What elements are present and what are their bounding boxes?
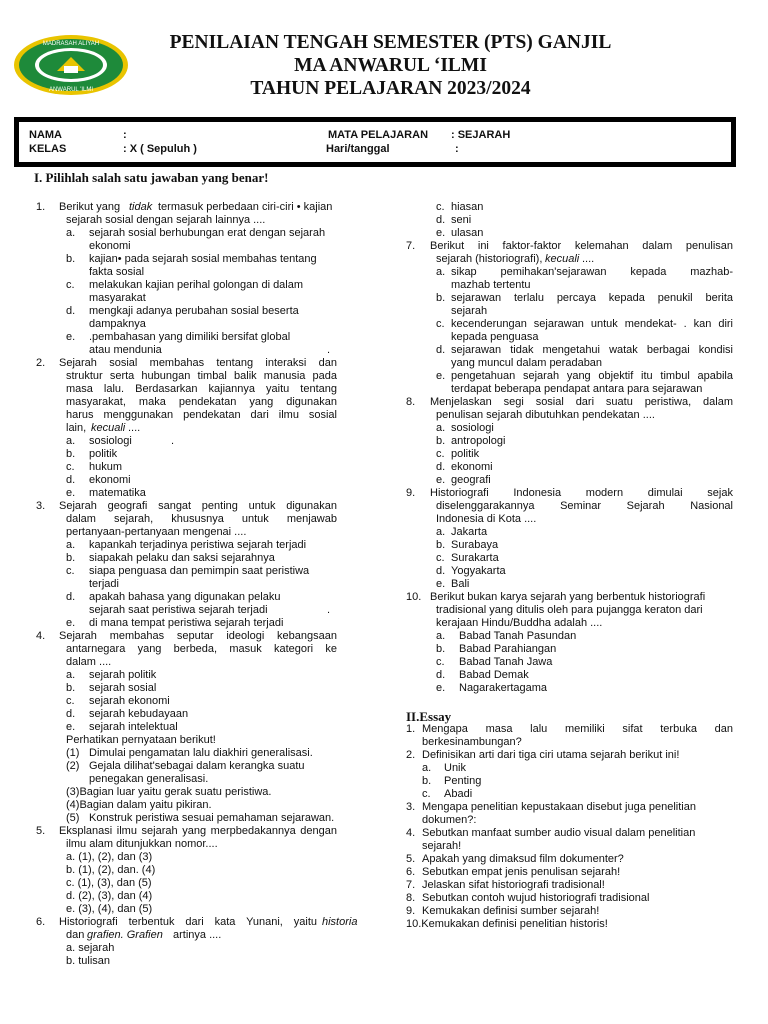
right-line: 9. <box>406 905 416 917</box>
left-just-line: struktur serta hubungan timbal balik manusia pada <box>66 370 337 382</box>
left-just-line: dalam sejarah, khususnya untuk menjawab <box>66 513 337 525</box>
left-line: c. <box>66 279 75 291</box>
left-line: sejarah sosial berhubungan erat dengan sejarah <box>89 227 326 239</box>
right-just-line: kecenderungan sejarawan untuk mendekat- . kan diri <box>451 318 733 330</box>
left-line: Gejala dilihat'sebagai dalam kerangka suatu <box>89 760 305 772</box>
left-line: . <box>327 604 331 616</box>
hari-label: Hari/tanggal <box>326 143 390 155</box>
right-line: a. <box>436 630 446 642</box>
right-line: Indonesia di Kota .... <box>436 513 537 525</box>
right-just-line: mazhab tertentu <box>451 279 531 291</box>
nama-field[interactable]: : <box>123 129 127 141</box>
right-just-line: pengetahuan sejarah yang objektif itu timbul apabila <box>451 370 733 382</box>
left-line: grafien. Grafien <box>87 929 163 941</box>
left-line: atau mendunia <box>89 344 162 356</box>
left-just-line: Eksplanasi ilmu sejarah yang merpbedakannya dengan <box>59 825 337 837</box>
left-line: .pembahasan yang dimiliki bersifat global <box>89 331 291 343</box>
right-line: Jakarta <box>451 526 488 538</box>
left-line: masyarakat <box>89 292 146 304</box>
right-line: hiasan <box>451 201 484 213</box>
right-line: 2. <box>406 749 416 761</box>
left-just-line: antarnegara yang berbeda, masuk kategori ke <box>66 643 337 655</box>
left-line: (3)Bagian luar yaitu gerak suatu peristiwa. <box>66 786 272 798</box>
left-line: a. (1), (2), dan (3) <box>66 851 153 863</box>
right-line: Abadi <box>444 788 473 800</box>
left-line: e. <box>66 331 76 343</box>
right-line: kepada penguasa <box>451 331 539 343</box>
left-line: d. <box>66 708 76 720</box>
left-line: b. tulisan <box>66 955 111 967</box>
left-line: 1. <box>36 201 46 213</box>
right-line: Yogyakarta <box>451 565 506 577</box>
right-line: Sebutkan empat jenis penulisan sejarah! <box>422 866 621 878</box>
left-line: sejarah intelektual <box>89 721 178 733</box>
right-line: a. <box>436 266 446 278</box>
left-just-line: Historiografi terbentuk dari kata Yunani, yaitu <box>59 916 317 928</box>
right-line: kerajaan Hindu/Buddha adalah .... <box>436 617 603 629</box>
right-line: c. <box>436 201 445 213</box>
left-line: (4)Bagian dalam yaitu pikiran. <box>66 799 212 811</box>
right-line: Nagarakertagama <box>459 682 548 694</box>
right-line: Penting <box>444 775 482 787</box>
left-line: e. <box>66 617 76 629</box>
right-line: a. <box>436 422 446 434</box>
left-line: ekonomi <box>89 240 131 252</box>
left-line: 6. <box>36 916 46 928</box>
right-line: Mengapa penelitian kepustakaan disebut juga penelitian <box>422 801 696 813</box>
right-line: c. <box>436 448 445 460</box>
right-line: sejarah <box>451 305 488 317</box>
right-line: .... <box>582 253 595 265</box>
section1-title: I. Pilihlah salah satu jawaban yang benar! <box>34 170 269 185</box>
right-line: e. <box>436 474 446 486</box>
left-line: artinya .... <box>173 929 222 941</box>
left-just-line: historia <box>322 916 358 928</box>
kelas-label: KELAS <box>29 143 67 155</box>
right-just-line: Mengapa masa lalu memiliki sifat terbuka dan <box>422 723 733 735</box>
right-just-line: sejarawan terlalu percaya kepada penukil berita <box>451 292 733 304</box>
right-line: b. <box>436 292 446 304</box>
right-line: ulasan <box>451 227 484 239</box>
right-line: 10. <box>406 591 422 603</box>
right-line: b. <box>436 435 446 447</box>
left-just-line: harus menggunakan pendekatan dari ilmu sosial <box>66 409 337 421</box>
left-line: a. sejarah <box>66 942 115 954</box>
nama-label: NAMA <box>29 129 62 141</box>
right-line: kecuali <box>545 253 580 265</box>
right-line: c. <box>436 318 445 330</box>
right-line: Definisikan arti dari tiga ciri utama sejarah berikut ini! <box>422 749 680 761</box>
right-line: 7. <box>406 879 416 891</box>
right-line: Babad Tanah Pasundan <box>459 630 577 642</box>
right-line: Berikut bukan karya sejarah yang berbentuk historiografi <box>430 591 706 603</box>
right-line: c. <box>436 552 445 564</box>
mapel-value: : SEJARAH <box>451 129 511 141</box>
right-line: 8. <box>406 892 416 904</box>
left-line: a. <box>66 669 76 681</box>
identity-box <box>14 117 736 167</box>
right-line: Jelaskan sifat historiografi tradisional! <box>422 879 605 891</box>
right-line: 9. <box>406 487 416 499</box>
right-line: d. <box>436 214 446 226</box>
right-line: Sebutkan manfaat sumber audio visual dalam penelitian <box>422 827 696 839</box>
left-just-line: Sejarah geografi sangat penting untuk digunakan <box>59 500 337 512</box>
right-line: d. <box>436 461 446 473</box>
right-line: politik <box>451 448 480 460</box>
section2-title: II.Essay <box>406 709 452 724</box>
right-line: Surakarta <box>451 552 499 564</box>
right-line: b. <box>422 775 432 787</box>
left-line: a. <box>66 227 76 239</box>
left-just-line: Sejarah sosial membahas tentang interaksi dan <box>59 357 337 369</box>
right-just-line: Historiografi Indonesia modern dimulai sejak <box>430 487 733 499</box>
left-line: d. <box>66 305 76 317</box>
left-line: c. <box>66 461 75 473</box>
left-line: d. <box>66 591 76 603</box>
right-line: c. <box>436 656 445 668</box>
left-line: sosiologi <box>89 435 132 447</box>
right-just-line: Berikut ini faktor-faktor kelemahan dalam penulisan <box>430 240 733 252</box>
left-line: apakah bahasa yang digunakan pelaku <box>89 591 281 603</box>
right-line: Surabaya <box>451 539 499 551</box>
logo-text-top: MADRASAH ALIYAH <box>42 41 100 47</box>
left-plain-line: ilmu alam ditunjukkan nomor.... <box>66 838 218 850</box>
left-line: . <box>171 435 175 447</box>
left-line: di mana tempat peristiwa sejarah terjadi <box>89 617 284 629</box>
left-line: sejarah politik <box>89 669 157 681</box>
left-line: c. <box>66 565 75 577</box>
left-line: matematika <box>89 487 146 499</box>
left-line: ekonomi <box>89 474 131 486</box>
right-just-line: sejarawan tidak mengetahui watak berbagai kondisi <box>451 344 733 356</box>
left-line: 3. <box>36 500 46 512</box>
left-line: e. <box>66 721 76 733</box>
right-line: tradisional yang ditulis oleh para pujangga keraton dari <box>436 604 703 616</box>
left-line: terjadi <box>89 578 119 590</box>
right-line: dokumen?: <box>422 814 477 826</box>
left-line: Konstruk peristiwa sesuai pemahaman sejarawan. <box>89 812 335 824</box>
left-line: a. <box>66 539 76 551</box>
right-just-line: yang muncul dalam peradaban <box>451 357 603 369</box>
right-line: e. <box>436 227 446 239</box>
left-line: 5. <box>36 825 46 837</box>
right-line: penulisan sejarah dibutuhkan pendekatan .... <box>436 409 655 421</box>
left-plain-line: .... <box>128 422 141 434</box>
left-line: melakukan kajian perihal golongan di dalam <box>89 279 304 291</box>
right-line: a. <box>436 526 446 538</box>
right-line: berkesinambungan? <box>422 736 522 748</box>
hari-field[interactable]: : <box>455 143 459 155</box>
title-line-3: TAHUN PELAJARAN 2023/2024 <box>250 78 531 99</box>
right-line: sejarah (historiografi), <box>436 253 543 265</box>
right-line: d. <box>436 344 446 356</box>
left-line: mengkaji adanya perubahan sosial beserta <box>89 305 299 317</box>
left-line: Perhatikan pernyataan berikut! <box>66 734 216 746</box>
right-line: a. <box>422 762 432 774</box>
left-line: penegakan generalisasi. <box>89 773 209 785</box>
left-line: (2) <box>66 760 80 772</box>
right-line: c. <box>422 788 431 800</box>
right-line: 7. <box>406 240 416 252</box>
left-line: (1) <box>66 747 80 759</box>
left-line: siapa penguasa dan pemimpin saat peristiwa <box>89 565 310 577</box>
left-line: b. <box>66 448 76 460</box>
right-line: sejarah! <box>422 840 462 852</box>
school-logo <box>12 33 130 97</box>
left-line: tidak <box>129 201 153 213</box>
left-line: fakta sosial <box>89 266 145 278</box>
left-line: Berikut yang <box>59 201 121 213</box>
left-line: c. (1), (3), dan (5) <box>66 877 152 889</box>
right-line: d. <box>436 669 446 681</box>
right-just-line: diselenggarakannya Seminar Sejarah Nasional <box>436 500 733 512</box>
right-line: e. <box>436 682 446 694</box>
left-line: sejarah saat peristiwa sejarah terjadi <box>89 604 268 616</box>
left-line: d. <box>66 474 76 486</box>
left-line: b. <box>66 682 76 694</box>
left-line: sejarah ekonomi <box>89 695 170 707</box>
left-line: dampaknya <box>89 318 146 330</box>
right-line: Bali <box>451 578 470 590</box>
left-line: b. <box>66 552 76 564</box>
left-plain-line: lain, <box>66 422 87 434</box>
right-line: e. <box>436 370 446 382</box>
left-line: b. <box>66 253 76 265</box>
left-line: politik <box>89 448 118 460</box>
mapel-label: MATA PELAJARAN <box>328 129 429 141</box>
right-line: sosiologi <box>451 422 494 434</box>
right-line: 3. <box>406 801 416 813</box>
left-line: hukum <box>89 461 123 473</box>
left-line: . <box>327 344 331 356</box>
right-just-line: sikap pemihakan'sejarawan kepada mazhab- <box>451 266 733 278</box>
title-line-1: PENILAIAN TENGAH SEMESTER (PTS) GANJIL <box>169 32 612 53</box>
left-line: dan <box>66 929 85 941</box>
right-line: 5. <box>406 853 416 865</box>
logo-text-bottom: ANWARUL 'ILMI <box>48 87 94 93</box>
left-line: 4. <box>36 630 46 642</box>
right-line: Apakah yang dimaksud film dokumenter? <box>422 853 624 865</box>
right-just-line: terdapat beberapa pendapat antara para sejarawan <box>451 383 703 395</box>
right-line: Babad Tanah Jawa <box>459 656 553 668</box>
kelas-value: : X ( Sepuluh ) <box>123 143 197 155</box>
right-line: 10.Kemukakan definisi penelitian historis! <box>406 918 608 930</box>
right-line: Unik <box>444 762 467 774</box>
right-line: 1. <box>406 723 416 735</box>
left-line: sejarah kebudayaan <box>89 708 189 720</box>
left-line: termasuk perbedaan ciri-ciri • kajian <box>158 201 333 213</box>
right-line: e. <box>436 578 446 590</box>
left-line: b. (1), (2), dan. (4) <box>66 864 156 876</box>
left-line: siapakah pelaku dan saksi sejarahnya <box>89 552 275 564</box>
left-line: a. <box>66 435 76 447</box>
right-just-line: Menjelaskan segi sosial dari suatu peristiwa, dalam <box>430 396 733 408</box>
left-line: kajian• pada sejarah sosial membahas tentang <box>89 253 317 265</box>
right-line: 8. <box>406 396 416 408</box>
right-line: b. <box>436 643 446 655</box>
left-line: d. (2), (3), dan (4) <box>66 890 153 902</box>
left-line: 2. <box>36 357 46 369</box>
left-line: (5) <box>66 812 80 824</box>
left-line: c. <box>66 695 75 707</box>
right-line: seni <box>451 214 472 226</box>
left-just-line: masyarakat, maka pendekatan yang digunakan <box>66 396 337 408</box>
left-plain-line: kecuali <box>91 422 126 434</box>
right-line: Babad Parahiangan <box>459 643 557 655</box>
right-line: Sebutkan contoh wujud historiografi tradisional <box>422 892 650 904</box>
right-line: Babad Demak <box>459 669 529 681</box>
left-line: sejarah sosial <box>89 682 157 694</box>
left-line: Dimulai pengamatan lalu diakhiri generalisasi. <box>89 747 313 759</box>
right-line: ekonomi <box>451 461 493 473</box>
left-line: sejarah sosial dengan sejarah lainnya .... <box>66 214 266 226</box>
right-line: b. <box>436 539 446 551</box>
right-line: geografi <box>451 474 491 486</box>
left-line: e. <box>66 487 76 499</box>
left-line: e. (3), (4), dan (5) <box>66 903 153 915</box>
right-line: antropologi <box>451 435 506 447</box>
right-line: d. <box>436 565 446 577</box>
left-plain-line: pertanyaan-pertanyaan mengenai .... <box>66 526 247 538</box>
right-line: 4. <box>406 827 416 839</box>
left-line: kapankah terjadinya peristiwa sejarah terjadi <box>89 539 307 551</box>
right-line: Kemukakan definisi sumber sejarah! <box>422 905 600 917</box>
left-plain-line: dalam .... <box>66 656 112 668</box>
left-just-line: Sejarah membahas seputar ideologi kebangsaan <box>59 630 337 642</box>
right-line: 6. <box>406 866 416 878</box>
title-line-2: MA ANWARUL ‘ILMI <box>294 55 487 76</box>
left-just-line: masa lalu. Berdasarkan kajiannya yaitu tentang <box>66 383 337 395</box>
